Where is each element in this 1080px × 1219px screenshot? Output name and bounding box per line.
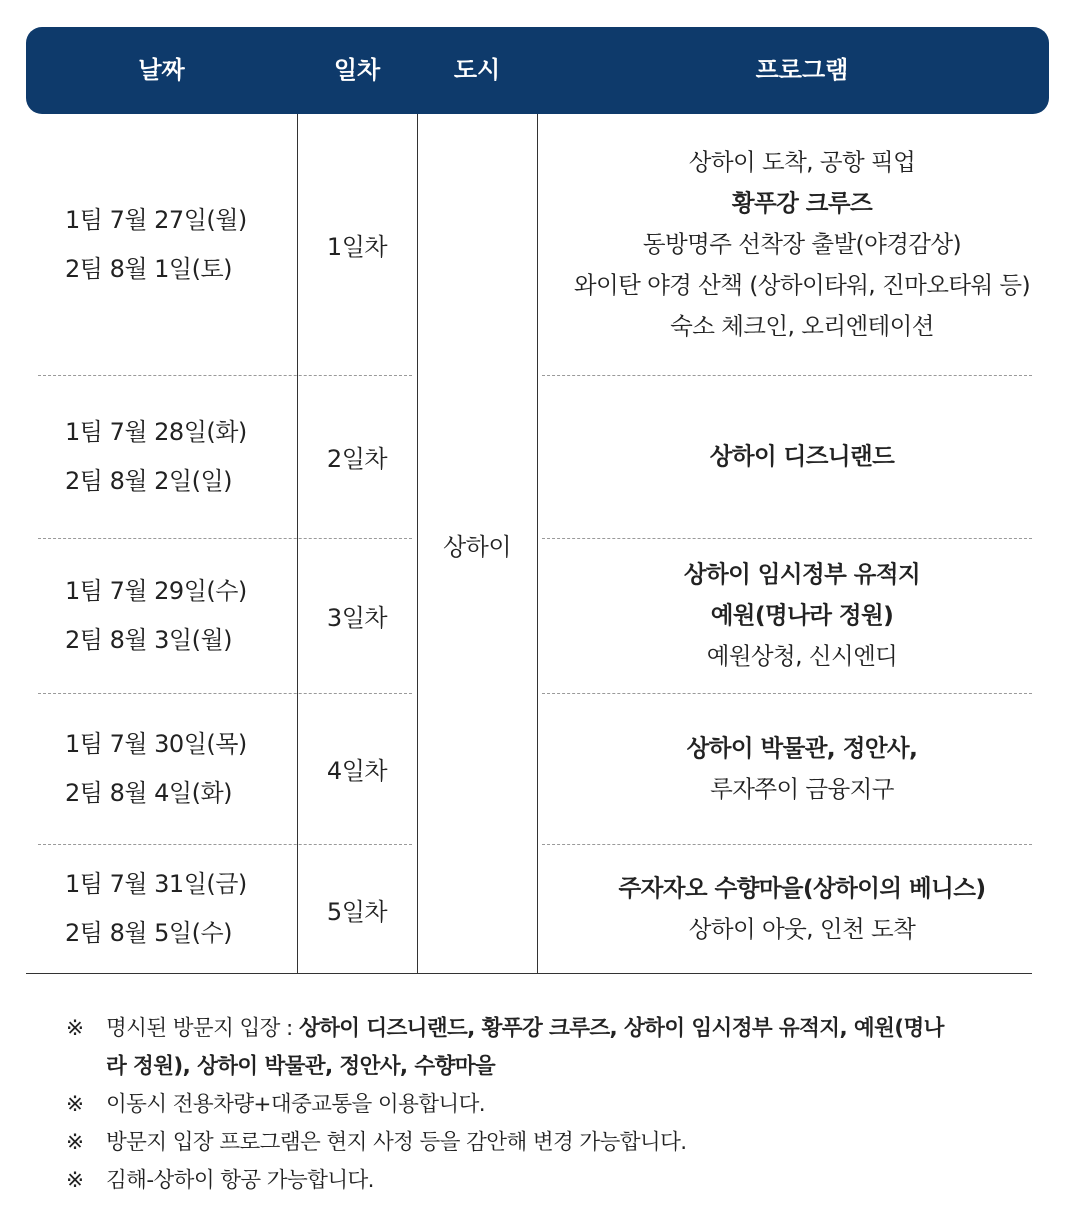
program-line: 상하이 아웃, 인천 도착 [688, 915, 916, 943]
row-dates [26, 693, 297, 844]
program-line: 상하이 디즈니랜드 [709, 442, 895, 470]
reference-mark-icon: ※ [66, 1168, 84, 1193]
note-bold-text: 상하이 디즈니랜드, 황푸강 크루즈, 상하이 임시정부 유적지, 예원(명나 [298, 1016, 944, 1041]
date-team1: 1팀 7월 28일(화) [65, 417, 247, 446]
row-dates [26, 538, 297, 693]
note-item [66, 1086, 1026, 1124]
reference-mark-icon: ※ [66, 1092, 84, 1117]
date-team1: 1팀 7월 31일(금) [65, 870, 247, 898]
program-line: 예원(명나라 정원) [710, 601, 894, 629]
header-city: 도시 [453, 56, 501, 84]
date-team1: 1팀 7월 30일(목) [65, 729, 247, 758]
row-program [537, 114, 1067, 375]
row-program [537, 375, 1067, 538]
notes-section [66, 1010, 1026, 1200]
row-day: 3일차 [326, 604, 388, 632]
row-dates [26, 375, 297, 538]
note-bold-text: 라 정원), 상하이 박물관, 정안사, 수향마을 [106, 1054, 496, 1079]
program-line: 동방명주 선착장 출발(야경감상) [642, 230, 962, 258]
program-line: 숙소 체크인, 오리엔테이션 [670, 312, 934, 340]
program-line: 주자자오 수향마을(상하이의 베니스) [618, 874, 986, 902]
row-day: 5일차 [326, 897, 388, 926]
date-team2: 2팀 8월 4일(화) [65, 778, 233, 807]
program-line: 와이탄 야경 산책 (상하이타워, 진마오타워 등) [573, 271, 1031, 299]
note-item [66, 1010, 1026, 1086]
schedule-table [26, 114, 1032, 974]
row-day: 2일차 [326, 445, 388, 473]
note-text: 명시된 방문지 입장 : [106, 1016, 299, 1041]
row-program [537, 693, 1067, 844]
note-text: 김해-상하이 항공 가능합니다. [106, 1168, 374, 1193]
row-program [537, 538, 1067, 693]
city-cell: 상하이 [442, 532, 512, 561]
header-date: 날짜 [138, 56, 185, 84]
row-dates [26, 114, 297, 375]
row-dates [26, 844, 297, 974]
program-line: 상하이 임시정부 유적지 [683, 560, 921, 588]
date-team1: 1팀 7월 27일(월) [65, 205, 247, 234]
reference-mark-icon: ※ [66, 1016, 84, 1041]
row-day: 4일차 [326, 757, 388, 785]
table-header [26, 27, 1049, 114]
date-team2: 2팀 8월 5일(수) [65, 919, 233, 947]
note-item [66, 1162, 1026, 1200]
note-item [66, 1124, 1026, 1162]
header-day: 일차 [333, 56, 381, 84]
date-team2: 2팀 8월 2일(일) [65, 466, 233, 495]
note-text: 이동시 전용차량+대중교통을 이용합니다. [106, 1092, 485, 1117]
reference-mark-icon: ※ [66, 1130, 84, 1155]
program-line: 상하이 도착, 공항 픽업 [688, 148, 916, 176]
program-line: 예원상청, 신시엔디 [706, 642, 898, 670]
header-program: 프로그램 [755, 56, 849, 84]
program-line: 상하이 박물관, 정안사, [686, 733, 918, 762]
row-program [537, 844, 1067, 974]
date-team1: 1팀 7월 29일(수) [65, 576, 247, 605]
date-team2: 2팀 8월 3일(월) [65, 625, 233, 654]
program-line: 루자쭈이 금융지구 [710, 774, 894, 803]
date-team2: 2팀 8월 1일(토) [65, 254, 233, 283]
program-line: 황푸강 크루즈 [731, 189, 873, 217]
note-text: 방문지 입장 프로그램은 현지 사정 등을 감안해 변경 가능합니다. [106, 1130, 687, 1155]
row-day: 1일차 [326, 233, 388, 261]
